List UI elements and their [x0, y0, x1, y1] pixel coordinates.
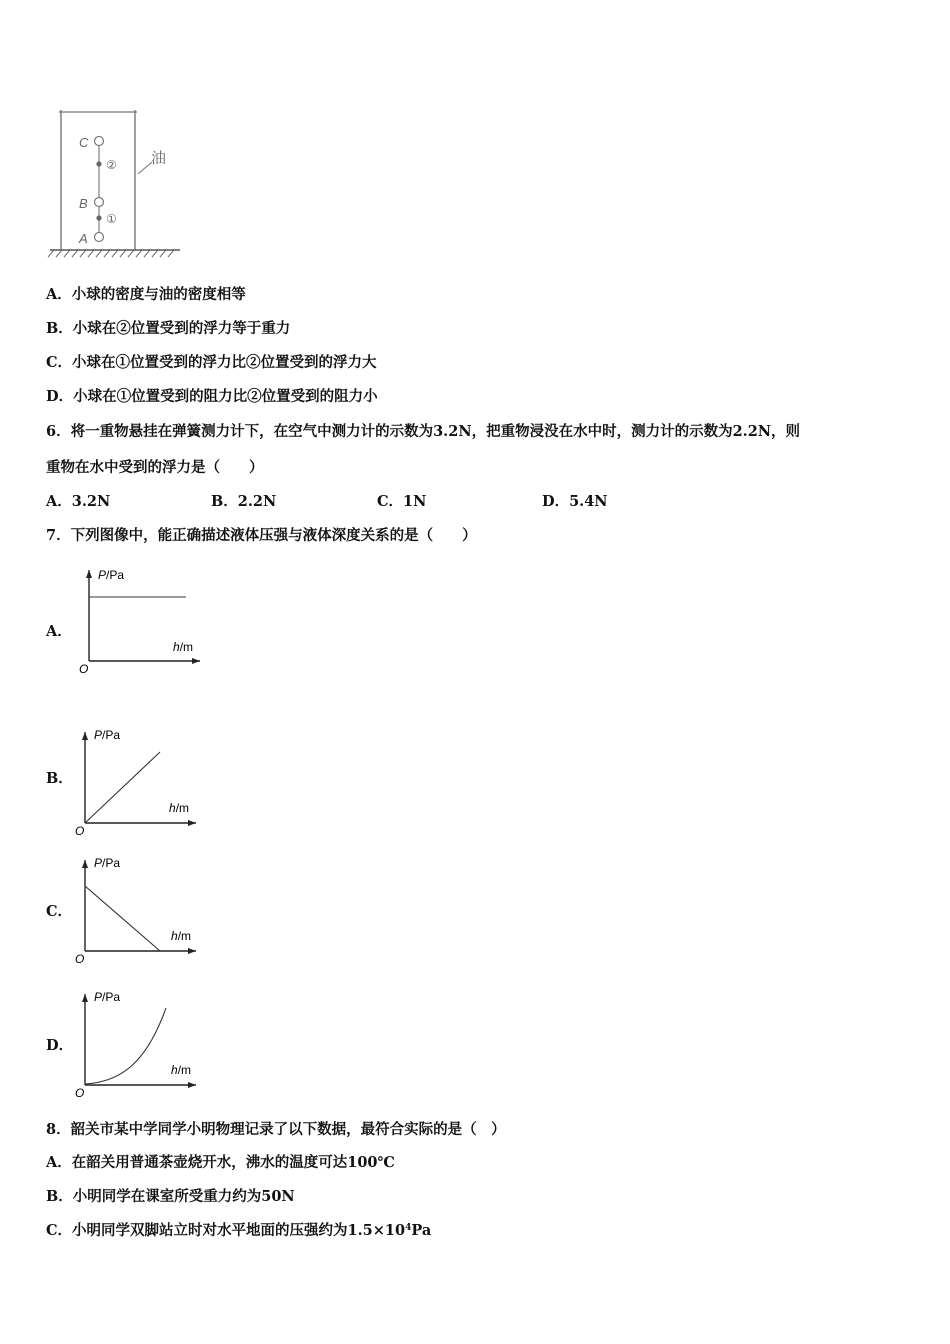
q8-option-c-text: C．小明同学双脚站立时对水平地面的压强约为1.5×10: [46, 1222, 406, 1239]
point-c-label: C: [79, 135, 89, 150]
q7-graph-a-label: A．: [46, 623, 72, 640]
x-axis-unit: /m: [177, 929, 192, 943]
y-axis-symbol: P: [98, 568, 107, 582]
svg-text:P/Pa: [94, 990, 120, 1004]
x-axis-symbol: h: [171, 929, 178, 943]
y-axis-symbol: P: [94, 728, 103, 742]
svg-text:h/m: [171, 929, 191, 943]
oil-container-figure: [44, 104, 184, 264]
svg-text:P/Pa: [94, 856, 120, 870]
svg-text:P/Pa: [94, 728, 120, 742]
q8-option-c: [46, 1221, 431, 1241]
position-2-label: ②: [106, 158, 117, 172]
svg-text:h/m: [171, 1063, 191, 1077]
q8-option-b: B．小明同学在课室所受重力约为50N: [46, 1188, 295, 1205]
y-axis-unit: /Pa: [106, 568, 125, 582]
q7-stem: 7．下列图像中，能正确描述液体压强与液体深度关系的是（ ）: [46, 527, 477, 544]
q8-option-c-exponent: 4: [405, 1223, 412, 1233]
q6-options: [46, 492, 746, 512]
point-c-marker: [95, 137, 104, 146]
y-axis-unit: /Pa: [102, 728, 121, 742]
q6-option-c: C．1N: [377, 493, 427, 510]
position-1-label: ①: [106, 212, 117, 226]
q6-stem-line2: 重物在水中受到的浮力是（ ）: [46, 459, 264, 476]
q8-stem: 8．韶关市某中学同学小明物理记录了以下数据，最符合实际的是（ ）: [46, 1121, 506, 1138]
oil-label: 油: [151, 150, 167, 167]
q6-option-b: B．2.2N: [211, 493, 277, 510]
origin-label: O: [75, 952, 85, 966]
q7-graph-b-label: B．: [46, 770, 73, 787]
point-b-label: B: [79, 196, 88, 211]
y-axis-unit: /Pa: [102, 990, 121, 1004]
svg-text:P/Pa: [98, 568, 124, 582]
q5-option-a: A．小球的密度与油的密度相等: [46, 286, 246, 303]
y-axis-symbol: P: [94, 990, 103, 1004]
x-axis-symbol: h: [169, 801, 176, 815]
q5-option-b: B．小球在②位置受到的浮力等于重力: [46, 320, 291, 337]
point-a-marker: [95, 233, 104, 242]
origin-label: O: [79, 662, 89, 676]
svg-text:h/m: [173, 640, 193, 654]
y-axis-unit: /Pa: [102, 856, 121, 870]
q5-option-d: D．小球在①位置受到的阻力比②位置受到的阻力小: [46, 388, 378, 405]
point-a-label: A: [79, 231, 88, 246]
x-axis-symbol: h: [171, 1063, 178, 1077]
x-axis-symbol: h: [173, 640, 180, 654]
svg-text:h/m: [169, 801, 189, 815]
q6-option-a: A．3.2N: [46, 493, 111, 510]
q7-graph-b: [72, 724, 202, 839]
q6-stem-line1: 6．将一重物悬挂在弹簧测力计下，在空气中测力计的示数为3.2N，把重物浸没在水中时，测力计的示数为2.2N，则: [46, 423, 801, 440]
q7-graph-c: [72, 852, 202, 967]
q7-graph-d: [72, 986, 202, 1101]
x-axis-unit: /m: [177, 1063, 192, 1077]
y-axis-symbol: P: [94, 856, 103, 870]
q8-option-a: A．在韶关用普通茶壶烧开水，沸水的温度可达100℃: [46, 1154, 395, 1171]
q7-graph-a: [76, 562, 206, 677]
position-2-dot: [96, 161, 101, 166]
position-1-dot: [96, 215, 101, 220]
q6-option-d: D．5.4N: [542, 493, 608, 510]
origin-label: O: [75, 824, 85, 838]
origin-label: O: [75, 1086, 85, 1100]
q8-option-c-unit: Pa: [411, 1222, 432, 1239]
q7-graph-c-label: C．: [46, 903, 73, 920]
point-b-marker: [95, 198, 104, 207]
q7-graph-d-label: D．: [46, 1037, 74, 1054]
x-axis-unit: /m: [179, 640, 194, 654]
x-axis-unit: /m: [175, 801, 190, 815]
q5-option-c: C．小球在①位置受到的浮力比②位置受到的浮力大: [46, 354, 377, 371]
